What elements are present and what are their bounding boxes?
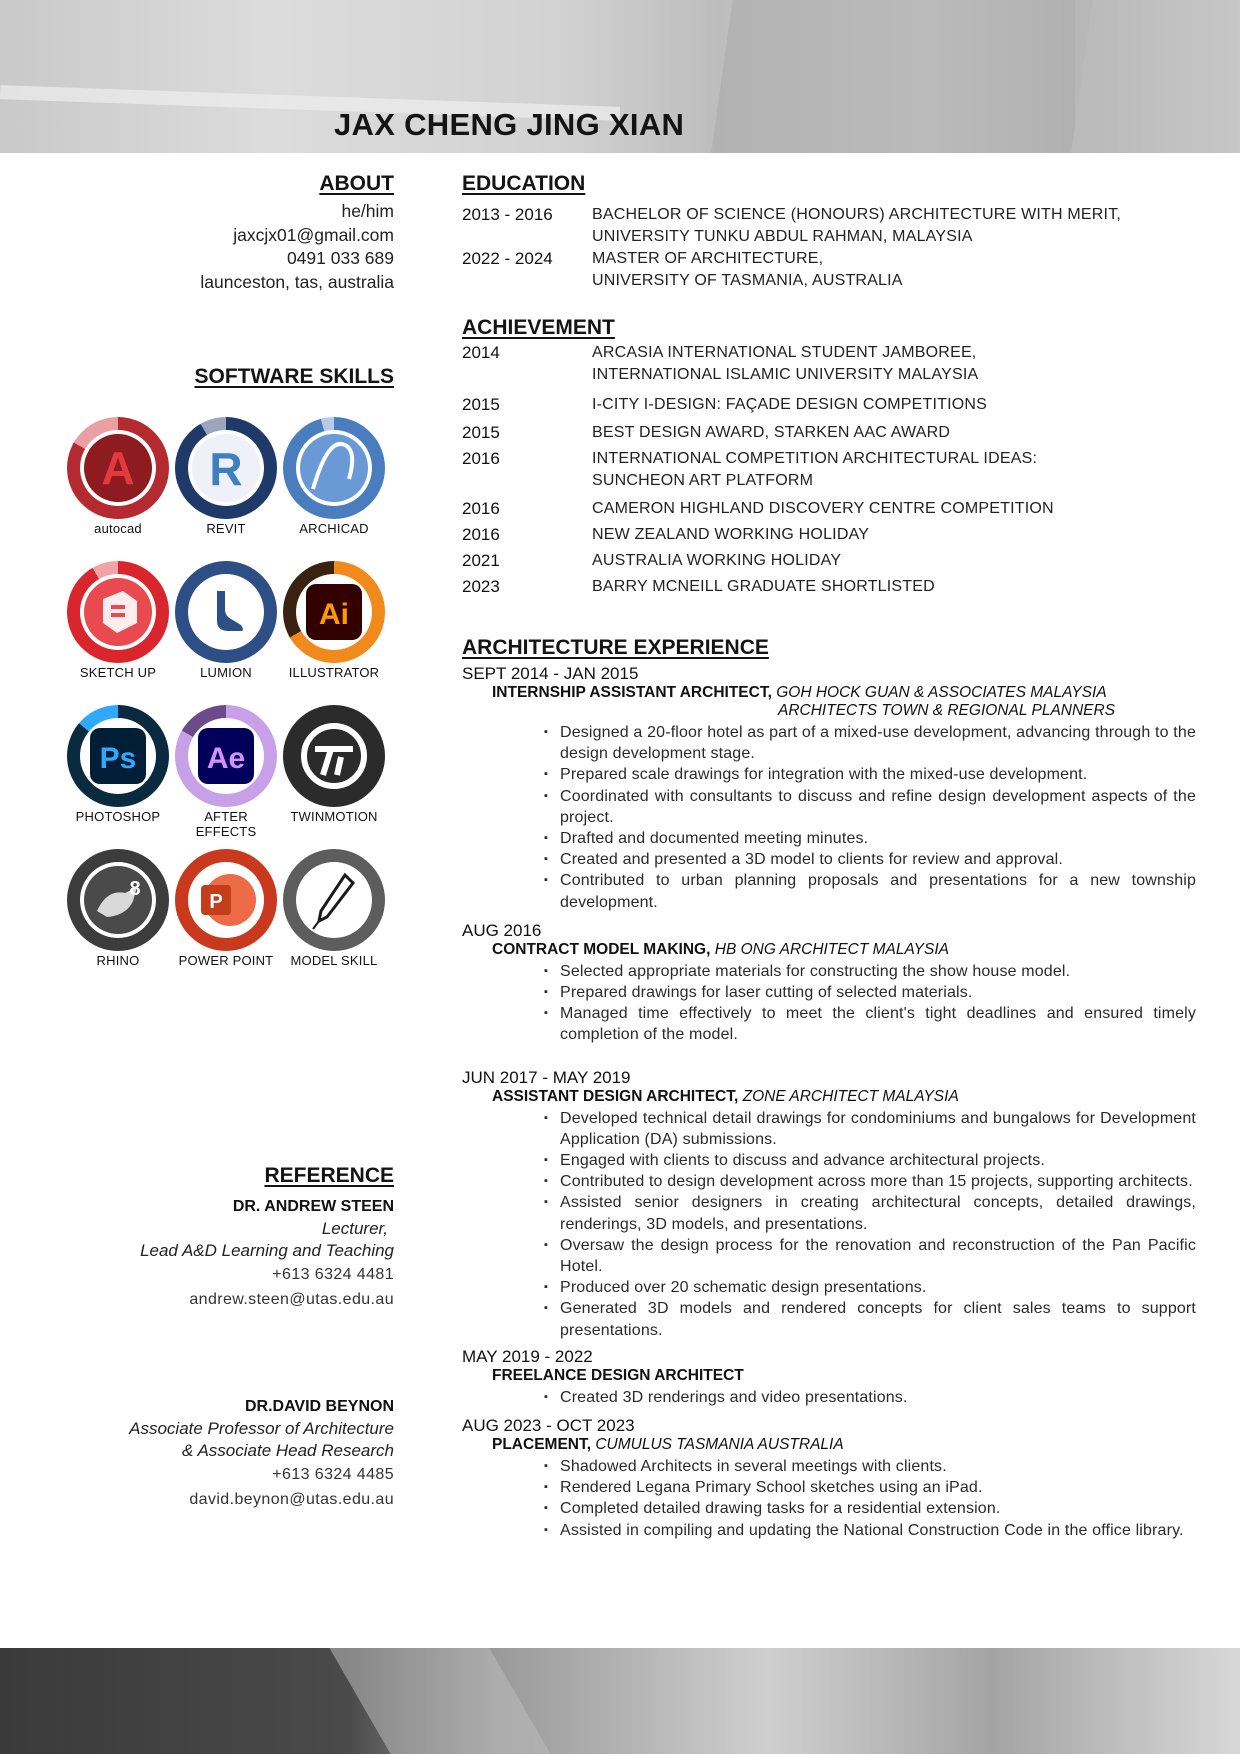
achievement-text: BEST DESIGN AWARD, STARKEN AAC AWARD: [592, 424, 951, 441]
skill-twinmotion: [280, 705, 388, 824]
twinmotion-icon: [283, 705, 385, 807]
achievement-text: BARRY MCNEILL GRADUATE SHORTLISTED: [592, 578, 935, 595]
experience-company: GOH HOCK GUAN & ASSOCIATES MALAYSIA: [776, 684, 1107, 701]
achievement-year: 2014: [462, 343, 500, 362]
list-item: ▪ Rendered Legana Primary School sketches using an iPad.: [544, 1477, 1196, 1498]
experience-role-line: [462, 684, 1196, 702]
achievement-text: NEW ZEALAND WORKING HOLIDAY: [592, 526, 870, 543]
achievement-section: [462, 316, 1196, 598]
after-effects-icon: [175, 705, 277, 807]
experience-date: MAY 2019 - 2022: [462, 1346, 593, 1366]
skill-illustrator: [280, 561, 388, 680]
list-item: ▪ Engaged with clients to discuss and advance architectural projects.: [544, 1150, 1196, 1171]
sketchup-icon: [67, 561, 169, 663]
reference-name: DR. ANDREW STEEN: [232, 1198, 394, 1215]
skill-revit: [172, 417, 280, 536]
achievement-text: SUNCHEON ART PLATFORM: [592, 472, 814, 489]
illustrator-icon: [283, 561, 385, 663]
skill-label: REVIT: [206, 521, 246, 536]
achievement-item: [462, 550, 1196, 572]
education-section: [462, 172, 1196, 292]
achievement-year: 2016: [462, 525, 500, 544]
page-title: JAX CHENG JING XIAN: [334, 107, 685, 142]
skill-rhino: [64, 849, 172, 968]
skill-label: RHINO: [96, 953, 140, 968]
achievement-year: 2016: [462, 449, 500, 468]
experience-role: INTERNSHIP ASSISTANT ARCHITECT,: [492, 684, 772, 701]
lumion-icon: [175, 561, 277, 663]
skill-label: LUMION: [200, 665, 252, 680]
skill-archicad: [280, 417, 388, 536]
experience-entry: [462, 1416, 1196, 1541]
header-decoration: [702, 0, 1099, 153]
reference-role: Lead A&D Learning and Teaching: [140, 1241, 394, 1260]
achievement-title: ACHIEVEMENT: [462, 316, 615, 339]
list-item: ▪ Assisted in compiling and updating the National Construction Code in the office library.: [544, 1520, 1196, 1541]
list-item: ▪ Created and presented a 3D model to clients for review and approval.: [544, 849, 1196, 870]
svg-text:A: A: [101, 442, 135, 494]
experience-company: ZONE ARCHITECT MALAYSIA: [742, 1087, 959, 1105]
achievement-item: [462, 498, 1196, 520]
reference-entry: [60, 1198, 394, 1312]
achievement-text: INTERNATIONAL ISLAMIC UNIVERSITY MALAYSIA: [592, 366, 979, 383]
reference-phone: +613 6324 4481: [272, 1266, 394, 1283]
reference-name: DR.DAVID BEYNON: [244, 1398, 394, 1415]
experience-date: SEPT 2014 - JAN 2015: [462, 664, 639, 683]
list-item: ▪ Managed time effectively to meet the client's tight deadlines and ensured timely completion of the model.: [544, 1003, 1196, 1045]
archicad-icon: [283, 417, 385, 519]
list-item: ▪ Prepared scale drawings for integration with the mixed-use development.: [544, 764, 1196, 785]
experience-role-line: [462, 1436, 1196, 1454]
skill-label: POWER POINT: [178, 953, 274, 968]
list-item: ▪ Contributed to design development across more than 15 projects, supporting architects.: [544, 1171, 1196, 1192]
experience-bullets: [462, 722, 1196, 913]
experience-date: JUN 2017 - MAY 2019: [462, 1067, 631, 1087]
rhino-icon: [67, 849, 169, 951]
experience-entry: [462, 1068, 1196, 1341]
education-item: [462, 204, 1196, 248]
experience-company: ARCHITECTS TOWN & REGIONAL PLANNERS: [778, 702, 1116, 719]
skill-label: autocad: [94, 521, 142, 536]
experience-entry: [462, 1347, 1196, 1408]
list-item: ▪ Shadowed Architects in several meetings with clients.: [544, 1456, 1196, 1477]
experience-title: ARCHITECTURE EXPERIENCE: [462, 636, 769, 659]
experience-section: [462, 636, 1196, 1541]
footer-band: [0, 1648, 1240, 1754]
experience-company: CUMULUS TASMANIA AUSTRALIA: [595, 1436, 844, 1454]
experience-role-line: [462, 1088, 1196, 1106]
list-item: ▪ Selected appropriate materials for constructing the show house model.: [544, 961, 1196, 982]
location: launceston, tas, australia: [200, 271, 394, 292]
list-item: ▪ Oversaw the design process for the renovation and reconstruction of the Pan Pacific Hotel.: [544, 1235, 1196, 1277]
reference-entry: [60, 1398, 394, 1512]
svg-text:Ps: Ps: [99, 742, 137, 775]
list-item: ▪ Coordinated with consultants to discuss and refine design development aspects of the project.: [544, 786, 1196, 828]
experience-company: HB ONG ARCHITECT MALAYSIA: [714, 940, 950, 958]
reference-role: Lecturer,: [321, 1219, 388, 1238]
skill-photoshop: [64, 705, 172, 824]
list-item: ▪ Produced over 20 schematic design presentations.: [544, 1277, 1196, 1298]
achievement-year: 2021: [462, 551, 500, 570]
list-item: ▪ Contributed to urban planning proposals and presentations for a new township development.: [544, 870, 1196, 912]
skill-label: ARCHICAD: [299, 521, 369, 536]
revit-icon: [175, 417, 277, 519]
about-title: ABOUT: [319, 172, 394, 195]
svg-text:R: R: [209, 443, 243, 495]
achievement-year: 2023: [462, 577, 500, 596]
achievement-item: [462, 448, 1196, 492]
experience-entry: [462, 664, 1196, 913]
education-title: EDUCATION: [462, 172, 586, 195]
software-skills-section: [60, 365, 394, 389]
skill-label: ILLUSTRATOR: [288, 665, 380, 680]
experience-date: AUG 2023 - OCT 2023: [462, 1416, 635, 1436]
svg-text:8: 8: [129, 878, 141, 900]
autocad-icon: [67, 417, 169, 519]
experience-role: ASSISTANT DESIGN ARCHITECT,: [492, 1087, 739, 1105]
achievement-year: 2015: [462, 395, 500, 414]
achievement-text: CAMERON HIGHLAND DISCOVERY CENTRE COMPETITION: [592, 500, 1054, 517]
experience-bullets: [462, 1387, 1196, 1408]
skill-label: PHOTOSHOP: [75, 809, 161, 824]
experience-bullets: [462, 1456, 1196, 1541]
experience-role: FREELANCE DESIGN ARCHITECT: [492, 1366, 744, 1384]
list-item: ▪ Designed a 20-floor hotel as part of a mixed-use development, advancing through to the design development stage.: [544, 722, 1196, 764]
email-link[interactable]: jaxcjx01@gmail.com: [233, 224, 394, 245]
software-skills-title: SOFTWARE SKILLS: [194, 365, 394, 388]
list-item: ▪ Assisted senior designers in creating architectural concepts, detailed drawings, renderings, 3D models, and presentations.: [544, 1192, 1196, 1234]
experience-bullets: [462, 961, 1196, 1046]
achievement-item: [462, 422, 1196, 444]
reference-email[interactable]: andrew.steen@utas.edu.au: [189, 1291, 394, 1308]
experience-bullets: [462, 1108, 1196, 1341]
reference-email[interactable]: david.beynon@utas.edu.au: [189, 1491, 394, 1508]
reference-role: Associate Professor of Architecture: [129, 1419, 394, 1438]
experience-entry: [462, 921, 1196, 1046]
education-item: [462, 248, 1196, 292]
reference-phone: +613 6324 4485: [272, 1466, 394, 1483]
achievement-item: [462, 394, 1196, 416]
list-item: ▪ Drafted and documented meeting minutes.: [544, 828, 1196, 849]
achievement-year: 2016: [462, 499, 500, 518]
svg-text:Ae: Ae: [206, 742, 246, 775]
skill-sketchup: [64, 561, 172, 680]
pen-icon: [283, 849, 385, 951]
phone-number: 0491 033 689: [286, 248, 394, 268]
svg-text:P: P: [209, 891, 223, 913]
education-degree: BACHELOR OF SCIENCE (HONOURS) ARCHITECTURE WITH MERIT,: [592, 206, 1122, 223]
reference-title: REFERENCE: [264, 1164, 394, 1187]
achievement-item: [462, 576, 1196, 598]
achievement-item: [462, 524, 1196, 546]
skill-label: TWINMOTION: [290, 809, 378, 824]
education-school: UNIVERSITY OF TASMANIA, AUSTRALIA: [592, 272, 903, 289]
experience-role: PLACEMENT,: [492, 1436, 592, 1454]
experience-date: AUG 2016: [462, 920, 542, 940]
skill-label: MODEL SKILL: [290, 953, 378, 968]
list-item: ▪ Prepared drawings for laser cutting of selected materials.: [544, 982, 1196, 1003]
skill-model: [280, 849, 388, 968]
reference-role: & Associate Head Research: [182, 1441, 394, 1460]
achievement-text: AUSTRALIA WORKING HOLIDAY: [592, 552, 842, 569]
header-band: [0, 0, 1240, 153]
photoshop-icon: [67, 705, 169, 807]
skill-lumion: [172, 561, 280, 680]
education-school: UNIVERSITY TUNKU ABDUL RAHMAN, MALAYSIA: [592, 228, 973, 245]
svg-text:Ai: Ai: [319, 598, 349, 631]
experience-role-line: [462, 941, 1196, 959]
skill-after-effects: [172, 705, 280, 839]
achievement-text: INTERNATIONAL COMPETITION ARCHITECTURAL IDEAS:: [592, 450, 1038, 467]
skill-powerpoint: [172, 849, 280, 968]
list-item: ▪ Completed detailed drawing tasks for a residential extension.: [544, 1498, 1196, 1519]
achievement-item: [462, 342, 1196, 386]
list-item: ▪ Generated 3D models and rendered concepts for client sales teams to support presentations.: [544, 1298, 1196, 1340]
skill-autocad: [64, 417, 172, 536]
experience-role-line: [462, 1367, 1196, 1385]
list-item: ▪ Developed technical detail drawings for condominiums and bungalows for Development Application (DA) submissions.: [544, 1108, 1196, 1150]
footer-decoration: [329, 1648, 550, 1754]
pronouns: he/him: [341, 201, 394, 221]
list-item: ▪ Created 3D renderings and video presentations.: [544, 1387, 1196, 1408]
about-section: [60, 172, 394, 294]
powerpoint-icon: [175, 849, 277, 951]
reference-section: [60, 1164, 394, 1512]
achievement-text: I-CITY I-DESIGN: FAÇADE DESIGN COMPETITIONS: [592, 396, 988, 413]
header-decoration: [1075, 0, 1240, 153]
skill-label: AFTER EFFECTS: [195, 809, 257, 839]
experience-role: CONTRACT MODEL MAKING,: [492, 940, 711, 958]
education-years: 2013 - 2016: [462, 205, 553, 224]
achievement-year: 2015: [462, 423, 500, 442]
skill-label: SKETCH UP: [79, 665, 157, 680]
education-degree: MASTER OF ARCHITECTURE,: [592, 250, 824, 267]
achievement-text: ARCASIA INTERNATIONAL STUDENT JAMBOREE,: [592, 344, 977, 361]
education-years: 2022 - 2024: [462, 249, 553, 268]
